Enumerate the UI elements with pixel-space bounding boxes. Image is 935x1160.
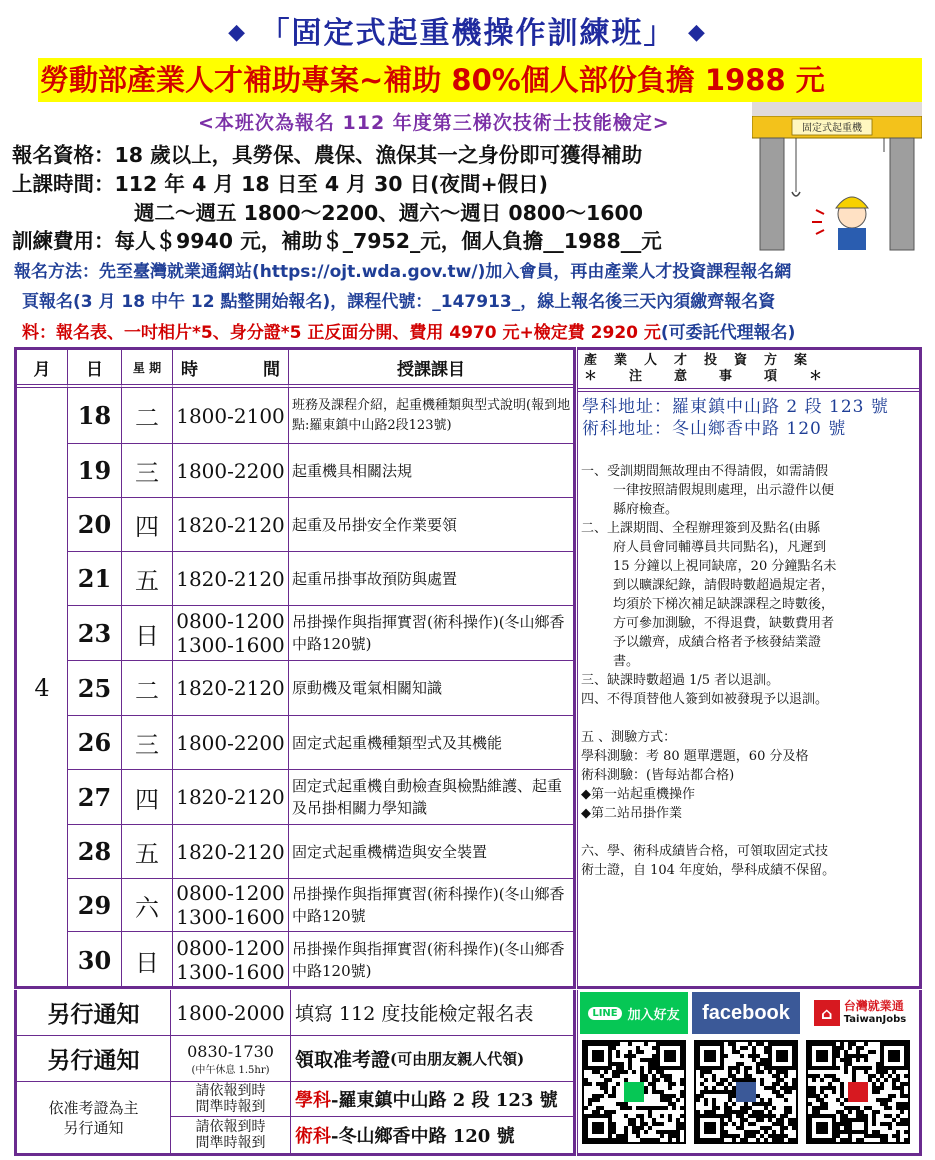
day-cell: 27 [68,770,122,825]
header-day: 日 [68,350,122,388]
weekday-cell: 四 [122,498,173,552]
notes-header [578,350,919,392]
day-cell: 28 [68,825,122,879]
taiwanjobs-cn: 台灣就業通 [843,999,904,1013]
time-cell [173,552,289,606]
time-cell [173,770,289,825]
time-value: 1820-2120 [176,785,285,809]
notice-time-note: (中午休息 1.5hr) [191,1064,270,1076]
page-title [0,8,935,52]
time-cell [173,388,289,444]
admission-ticket-text: 領取准考證 [295,1049,391,1071]
theory-key: 學科 [295,1090,331,1111]
weekday-cell: 三 [122,444,173,498]
notice-table [14,990,576,1156]
practical-site-text: -冬山鄉香中路 120 號 [331,1126,515,1147]
required-docs-text: 料：報名表、一吋相片*5、身分證*5 正反面分開、費用 4970 元+檢定費 2920 元 [22,323,661,343]
day-cell: 19 [68,444,122,498]
note-line [581,823,919,842]
time-cell [173,825,289,879]
weekday-cell: 二 [122,661,173,716]
day-cell: 20 [68,498,122,552]
theory-site-text: -羅東鎮中山路 2 段 123 號 [331,1090,558,1111]
subject-cell: 固定式起重機自動檢查與檢點維護、起重及吊掛相關力學知識 [289,770,573,825]
exam-date-label-line1: 依准考證為主 [48,1098,139,1117]
notes-header-line2: ＊ 注 意 事 項 ＊ [584,369,825,384]
report-time-note [171,1082,291,1117]
notice-time [171,1036,291,1081]
practical-exam-site [291,1117,573,1153]
schedule-table [14,347,576,989]
time-value: 1300-1600 [176,905,285,929]
time-value: 0800-1200 [176,936,285,960]
diamond-icon: ◆ [228,20,248,45]
diamond-icon: ◆ [687,20,707,45]
theory-address: 學科地址：羅東鎮中山路 2 段 123 號 [582,397,889,417]
day-cell: 26 [68,716,122,770]
time-cell [173,879,289,932]
subject-cell: 班務及課程介紹，起重機種類與型式說明(報到地點:羅東鎮中山路2段123號) [289,388,573,444]
note-line: 學科測驗：考 80 題單選題，60 分及格 [581,749,809,764]
taiwanjobs-button[interactable] [804,992,916,1034]
fee-text: 訓練費用：每人＄9940 元，補助＄_7952_元，個人負擔__1988__元 [12,229,662,253]
weekday-cell: 六 [122,879,173,932]
note-line: ◆第二站吊掛作業 [581,806,682,821]
taiwanjobs-label [844,999,907,1027]
taiwanjobs-en: TaiwanJobs [843,1014,907,1025]
line-qr-code[interactable] [582,1040,686,1144]
practical-key: 術科 [295,1126,331,1147]
subject-cell: 原動機及電氣相關知識 [289,661,573,716]
proxy-signup-text: (可委託代理報名) [660,323,796,343]
subject-cell: 固定式起重機種類型式及其機能 [289,716,573,770]
facebook-button[interactable]: facebook [692,992,800,1034]
time-cell [173,932,289,988]
note-line: 一、受訓期間無故理由不得請假，如需請假 [581,464,829,479]
notice-task [291,1036,573,1081]
report-time-line2: 間準時報到 [195,1099,266,1115]
note-line: 六、學、術科成績皆合格，可領取固定式技 [581,844,829,859]
subject-cell: 吊掛操作與指揮實習(術科操作)(冬山鄉香中路120號) [289,606,573,661]
subject-cell: 吊掛操作與指揮實習(術科操作)(冬山鄉香中路120號) [292,940,565,980]
header-weekday: 星 期 [122,350,173,388]
report-time-line1: 請依報到時 [195,1119,266,1135]
note-line: 一律按照請假規則處理，出示證件以便 [613,483,835,498]
time-value: 0800-1200 [176,881,285,905]
header-time-a: 時 [181,359,198,380]
day-cell: 25 [68,661,122,716]
time-value: 1820-2120 [176,676,285,700]
report-time-line2: 間準時報到 [195,1135,266,1151]
time-value: 1300-1600 [176,960,285,984]
weekday-cell: 三 [122,716,173,770]
note-line [581,709,919,728]
weekday-cell: 日 [122,932,173,988]
time-value: 1820-2120 [176,839,285,864]
note-line: 術士證，自 104 年度始，學科成績不保留。 [581,863,836,878]
signup-method-line3 [22,318,795,343]
exam-date-label [17,1082,171,1153]
time-value: 1820-2120 [176,512,285,537]
note-line: 到以曠課紀錄，請假時數超過規定者， [613,578,835,593]
practical-address: 術科地址：冬山鄉香中路 120 號 [582,419,847,439]
time-cell [173,444,289,498]
notice-task: 填寫 112 度技能檢定報名表 [295,1003,534,1025]
subject-cell: 起重及吊掛安全作業要領 [289,498,573,552]
time-cell [173,498,289,552]
day-cell: 23 [68,606,122,661]
note-line: 15 分鐘以上視同缺席，20 分鐘點名未 [613,559,837,574]
facebook-qr-code[interactable] [694,1040,798,1144]
time-value: 1800-2200 [176,458,285,483]
subsidy-banner: 勞動部產業人才補助專案~補助 80%個人部份負擔 1988 元 [38,58,922,102]
note-line: ◆第一站起重機操作 [581,787,695,802]
weekday-cell: 四 [122,770,173,825]
signup-method-line1: 報名方法：先至臺灣就業通網站(https://ojt.wda.gov.tw/)加入會員，再由產業人才投資課程報名網 [14,262,792,282]
note-line: 縣府檢查。 [613,502,679,517]
subject-cell: 起重吊掛事故預防與處置 [289,552,573,606]
subject-cell: 吊掛操作與指揮實習(術科操作)(冬山鄉香中路120號 [289,879,573,932]
crane-sign-text: 固定式起重機 [802,123,862,134]
signup-method-line2: 頁報名(3 月 18 中午 12 點整開始報名)，課程代號：_147913_，線上報名後三天內須繳齊報名資 [22,292,776,312]
address-block [582,396,889,440]
header-time-b: 間 [263,359,280,380]
day-cell: 21 [68,552,122,606]
time-value: 1300-1600 [176,633,285,657]
notice-time: 1800-2000 [171,990,291,1035]
day-cell: 29 [68,879,122,932]
note-line: 書。 [613,654,640,669]
note-line: 三、缺課時數超過 1/5 者以退訓。 [581,673,780,688]
weekday-cell: 五 [122,552,173,606]
note-line: 術科測驗：(皆每站都合格) [581,768,735,783]
weekday-cell: 二 [122,388,173,444]
header-time [173,350,289,388]
time-value: 1820-2120 [176,566,285,591]
note-line: 二、上課期間、全程辦理簽到及點名(由縣 [581,521,821,536]
time-cell [173,606,289,661]
time-value: 1800-2100 [176,403,285,428]
weekday-cell: 五 [122,825,173,879]
note-line: 方可參加測驗，不得退費，缺數費用者 [613,616,835,631]
taiwanjobs-qr-code[interactable] [806,1040,910,1144]
notes-list [581,462,919,880]
line-add-friend-button[interactable] [580,992,688,1034]
admission-ticket-note: (可由朋友親人代領) [390,1050,525,1068]
class-time-detail: 週二～週五 1800～2200、週六～週日 0800～1600 [134,201,643,225]
day-cell: 30 [68,932,122,988]
header-subject: 授課課目 [289,350,573,388]
time-value: 1800-2200 [176,730,285,755]
time-cell [173,716,289,770]
exam-sites [171,1082,573,1153]
day-cell: 18 [68,388,122,444]
exam-date-label-line2: 另行通知 [63,1118,124,1137]
theory-exam-site [291,1082,573,1117]
crane-illustration [752,102,922,252]
weekday-cell: 日 [122,606,173,661]
social-links [577,990,922,1156]
notice-row [17,1036,573,1082]
note-line: 五 、測驗方式： [581,730,677,745]
line-add-friend-label: 加入好友 [627,1007,680,1023]
note-line: 四、不得頂替他人簽到如被發現予以退訓。 [581,692,829,707]
time-value: 0800-1200 [176,609,285,633]
exam-notice: <本班次為報名 112 年度第三梯次技術士技能檢定> [198,112,670,134]
subject-cell: 起重機具相關法規 [289,444,573,498]
time-cell [173,661,289,716]
note-line: 予以繳齊，成績合格者予核發結業證 [613,635,822,650]
report-time-note [171,1117,291,1153]
month-cell: 4 [17,388,68,988]
header-month: 月 [17,350,68,388]
line-icon: LINE [588,1007,621,1020]
notes-header-line1: 產 業 人 才 投 資 方 案 [584,353,810,368]
subject-cell: 固定式起重機構造與安全裝置 [289,825,573,879]
taiwanjobs-icon: ⌂ [814,1000,840,1026]
notice-row [17,990,573,1036]
notes-panel [577,347,922,989]
notice-row [17,1082,573,1153]
note-line: 府人員會同輔導員共同點名)，凡遲到 [613,540,827,555]
note-line: 均須於下梯次補足缺課課程之時數後， [613,597,835,612]
notice-label: 另行通知 [17,990,171,1035]
notice-label: 另行通知 [17,1036,171,1081]
report-time-line1: 請依報到時 [195,1083,266,1099]
eligibility-text: 報名資格：18 歲以上，具勞保、農保、漁保其一之身份即可獲得補助 [12,143,643,167]
class-time-text: 上課時間：112 年 4 月 18 日至 4 月 30 日(夜間+假日) [12,172,549,196]
notice-time-value: 0830-1730 [187,1041,274,1061]
title-text: 「固定式起重機操作訓練班」 [259,16,676,51]
